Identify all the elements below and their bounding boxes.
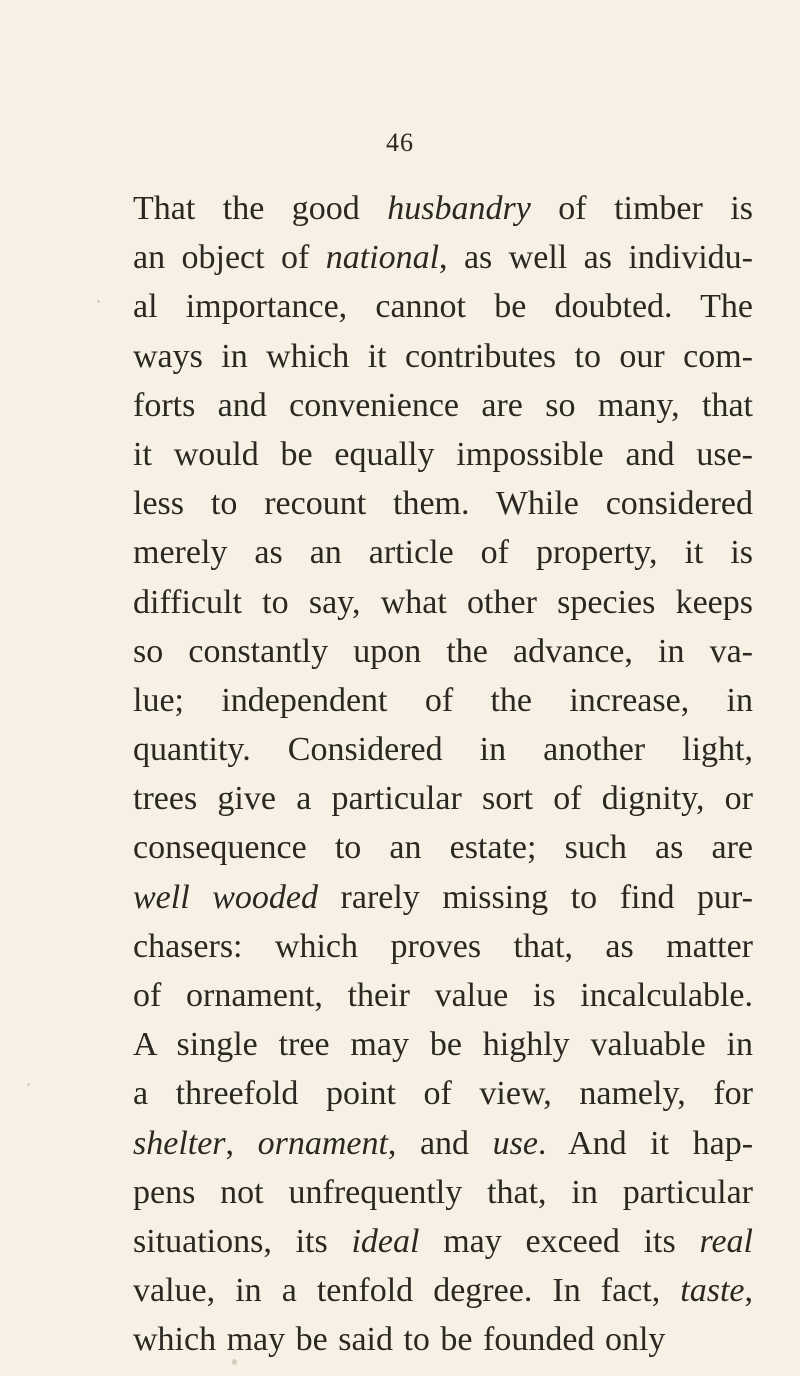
text-segment: , and [387,1124,493,1162]
text-line [133,528,753,577]
text-line [133,823,753,872]
text-line [133,1020,753,1069]
text-line [133,627,753,676]
text-line [133,774,753,823]
text-segment: . And it hap- [537,1124,753,1162]
text-line [133,1168,753,1217]
italic-text: husbandry [387,190,531,227]
text-segment: , as well as individu- [439,239,753,277]
text-segment: al importance, cannot be doubted. The [133,288,753,326]
text-segment: a threefold point of view, namely, for [133,1075,753,1113]
text-segment: less to recount them. While considered [133,485,753,523]
text-line [133,282,753,331]
text-line [133,479,753,528]
text-segment: of ornament, their value is incalculable. [133,977,753,1014]
paper-speck [232,1359,237,1365]
text-line [133,922,753,971]
paper-speck [97,300,100,303]
text-segment: may exceed its [419,1222,700,1260]
text-segment: which may be said to be founded only [133,1321,666,1359]
italic-text: use [492,1124,538,1162]
text-line [133,1266,753,1315]
text-segment: so constantly upon the advance, in va- [133,632,753,670]
text-segment: trees give a particular sort of dignity, or [133,780,753,818]
text-line [133,381,753,430]
text-segment: quantity. Considered in another light, [133,731,753,769]
body-text [133,184,753,1365]
italic-text: ideal [351,1222,420,1260]
text-line [133,873,753,922]
text-segment: , [225,1124,258,1162]
text-segment: forts and convenience are so many, that [133,386,753,424]
text-line [133,233,753,282]
text-segment: ways in which it contributes to our com- [133,337,753,375]
text-line [133,1069,753,1118]
text-segment: rarely missing to find pur- [317,878,753,916]
text-line [133,332,753,381]
italic-text: national [325,239,440,277]
text-segment: chasers: which proves that, as matter [133,927,753,965]
paper-speck [27,1083,30,1086]
text-line [133,578,753,627]
text-line [133,1315,753,1364]
italic-text: taste [680,1272,745,1310]
text-segment: of timber is [530,190,753,227]
text-segment: merely as an article of property, it is [133,534,753,572]
text-segment: value, in a tenfold degree. In fact, [133,1272,681,1310]
text-segment: consequence to an estate; such as are [133,829,753,867]
text-segment: That the good [133,190,388,227]
text-line [133,725,753,774]
italic-text: real [699,1222,753,1260]
italic-text: ornament [257,1124,388,1162]
page-number: 46 [386,128,414,157]
text-line [133,971,753,1020]
text-segment: A single tree may be highly valuable in [133,1026,753,1064]
italic-text: shelter [133,1124,226,1162]
text-segment: an object of [133,239,326,277]
text-segment: lue; independent of the increase, in [133,681,753,719]
italic-text: well wooded [133,878,318,916]
text-segment: difficult to say, what other species keeps [133,583,753,621]
text-line [133,1217,753,1266]
text-line [133,676,753,725]
text-segment: , [744,1272,753,1310]
text-segment: pens not unfrequently that, in particular [133,1173,753,1211]
text-segment: situations, its [133,1222,352,1260]
text-segment: it would be equally impossible and use- [133,435,753,473]
text-line [133,184,753,233]
text-line [133,1119,753,1168]
text-line [133,430,753,479]
